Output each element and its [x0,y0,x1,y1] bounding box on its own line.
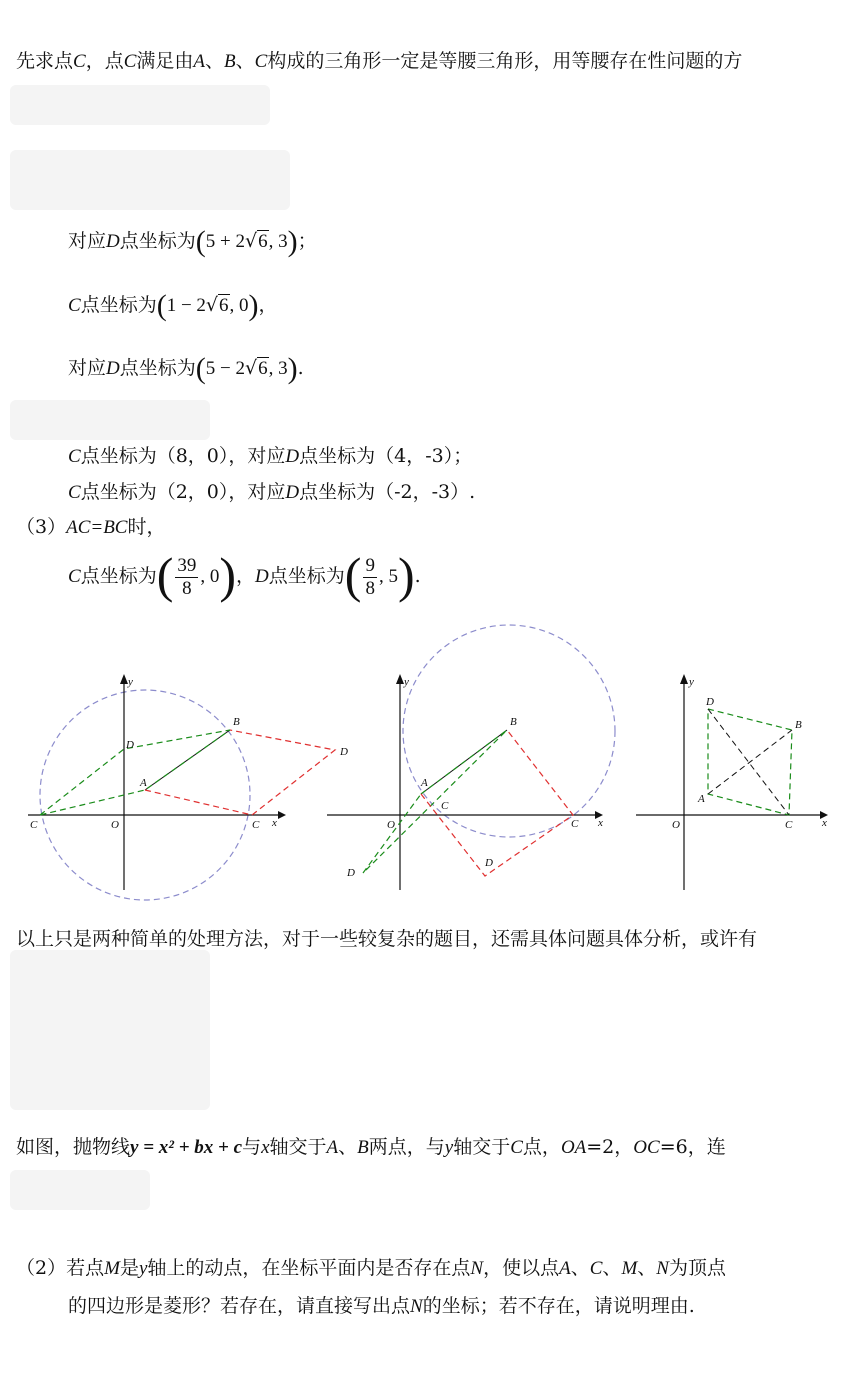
text: . [297,357,304,379]
point-label: C [68,446,81,467]
text: ； [297,230,317,252]
variable: y [444,1137,454,1158]
point-label: N [656,1258,669,1279]
x-axis-label: x [272,817,277,829]
variable: y [138,1258,148,1279]
text: 点， [522,1136,561,1158]
math: 1 − 2 [166,295,206,316]
text: ， [236,565,256,587]
x-axis-label: x [598,817,603,829]
numerator: 9 [365,554,375,576]
y-axis-label: y [404,676,409,688]
radicand: 6 [258,231,268,252]
text: 点坐标为 [119,230,196,252]
scan-smudge [10,150,290,210]
text: 对应 [68,230,107,252]
point-c-mid-label: C [441,800,449,812]
paren: ) [397,547,415,603]
text: C [254,51,268,72]
point-label: M [104,1258,120,1279]
text: 的坐标；若不存在，请说明理由. [422,1295,695,1317]
text: 、 [205,50,225,72]
text: （2） [16,1257,67,1279]
c-d-fraction-line [68,548,421,604]
math: 5 − 2 [205,358,245,379]
denominator: 8 [365,577,375,599]
diagonal-db [708,709,789,815]
green-quadrilateral [363,730,507,873]
text: 轴上的动点，在坐标平面内是否存在点 [147,1257,471,1279]
text: 点坐标为（8，0），对应 [80,445,286,467]
point-b-label: B [795,719,802,731]
c-coordinate-line-3 [68,443,472,470]
point-label: C [68,295,81,316]
y-axis-arrow [680,674,688,684]
text: 若点 [66,1257,105,1279]
text: 点坐标为（-2，-3）. [299,481,476,503]
text: 轴交于 [269,1136,327,1158]
paren: ) [248,289,259,322]
point-label: N [410,1296,423,1317]
text: 、 [338,1136,358,1158]
point-label: A [559,1258,571,1279]
math: , 0 [200,566,220,587]
point-c-right-label: C [252,819,260,831]
y-axis-arrow [396,674,404,684]
text: 、 [602,1257,622,1279]
text: 点坐标为 [80,294,157,316]
text: 是 [119,1257,139,1279]
d-coordinate-line-2: 对应D点坐标为(5 − 2√6, 3). [68,352,304,385]
condition: AC=BC [66,517,128,538]
segment-label: OA [560,1137,587,1158]
point-label: D [285,482,300,503]
point-c-right-label: C [571,818,579,830]
paren: ) [219,547,237,603]
point-label: C [68,482,81,503]
math: , 0 [229,295,249,316]
text: C [123,51,137,72]
numerator: 39 [177,554,197,576]
text: C [73,51,86,72]
text: ，点 [85,50,124,72]
text: . [414,565,421,587]
point-d-right-label: D [340,746,348,758]
d-coordinate-line-1: 对应D点坐标为(5 + 2√6, 3)； [68,225,317,258]
text: 满足由 [136,50,194,72]
text: ，使以点 [483,1257,560,1279]
text: =2， [586,1136,634,1158]
point-d-bottom-label: D [485,857,493,869]
point-c-left-label: C [30,819,38,831]
scan-smudge [10,1170,150,1210]
text: 的四边形是菱形？若存在，请直接写出点 [68,1295,411,1317]
origin-label: O [387,819,395,831]
text: （3） [16,516,67,538]
fraction [175,555,198,600]
x-axis-label: x [822,817,827,829]
segment-label: OC [633,1137,660,1158]
point-label: D [106,231,120,252]
y-axis-label: y [689,676,694,688]
text: 、 [570,1257,590,1279]
text: 与 [242,1136,262,1158]
text: 两点，与 [368,1136,445,1158]
point-label: C [589,1258,603,1279]
point-c-label: C [785,819,793,831]
point-label: B [357,1137,369,1158]
text: 构成的三角形一定是等腰三角形，用等腰存在性问题的方 [267,50,743,72]
radicand: 6 [219,295,229,316]
text: 对应 [68,357,107,379]
figure-1 [22,618,367,903]
text: 点坐标为（2，0），对应 [80,481,286,503]
text: 、 [637,1257,657,1279]
y-axis-label: y [128,676,133,688]
figure-2 [325,618,620,903]
origin-label: O [672,819,680,831]
point-label: A [326,1137,339,1158]
text: 轴交于 [453,1136,511,1158]
paren: ( [195,225,206,258]
math: 5 + 2 [205,231,245,252]
point-a-label: A [421,777,428,789]
paren: ( [156,547,174,603]
c-coordinate-line-4 [68,479,475,506]
point-a-label: A [698,793,705,805]
case-3-heading [16,514,166,541]
text: 点坐标为 [268,565,345,587]
point-label: N [470,1258,484,1279]
text: 以上只是两种简单的处理方法，对于一些较复杂的题目，还需具体问题具体分析，或许有 [16,928,758,950]
point-label: D [255,566,269,587]
text: ， [258,294,278,316]
scan-smudge [10,950,210,1110]
math: , 3 [268,358,288,379]
question-2-line-1 [16,1255,726,1282]
problem-statement [16,1134,726,1161]
point-label: D [285,446,300,467]
text: 如图，抛物线 [16,1136,131,1158]
origin-label: O [111,819,119,831]
green-quadrilateral [40,730,230,815]
point-label: M [621,1258,638,1279]
text: B [224,51,236,72]
math: , 5 [378,566,398,587]
radicand: 6 [258,358,268,379]
text: 点坐标为（4，-3）； [299,445,473,467]
fraction [363,555,377,600]
y-axis-arrow [120,674,128,684]
text: 为顶点 [668,1257,726,1279]
paren: ) [287,225,298,258]
point-a-label: A [140,777,147,789]
point-d-left-label: D [126,739,134,751]
point-label: C [68,566,81,587]
point-b-label: B [233,716,240,728]
scan-smudge [10,85,270,125]
intro-line [16,48,742,75]
dashed-circle [403,625,615,837]
c-coordinate-line-2: C点坐标为(1 − 2√6, 0)， [68,289,278,322]
point-b-label: B [510,716,517,728]
point-d-left-label: D [347,867,355,879]
text: 点坐标为 [119,357,196,379]
summary-line [16,926,757,952]
denominator: 8 [182,577,192,599]
text: A [193,51,206,72]
text: 、 [235,50,255,72]
paren: ( [195,352,206,385]
point-label: D [106,358,120,379]
paren: ( [344,547,362,603]
text: 时， [127,516,166,538]
point-label: C [510,1137,523,1158]
paren: ( [156,289,167,322]
red-quadrilateral [145,730,335,815]
dashed-circle [40,690,250,900]
text: 点坐标为 [80,565,157,587]
text: =6，连 [659,1136,726,1158]
paren: ) [287,352,298,385]
equation: y = x² + bx + c [130,1137,243,1158]
diagonal-ac [708,730,792,794]
math: , 3 [268,231,288,252]
question-2-line-2 [68,1293,695,1320]
point-d-label: D [706,696,714,708]
scan-smudge [10,400,210,440]
x-axis-arrow [278,811,286,819]
figure-3 [632,618,837,903]
variable: x [261,1137,270,1158]
text: 先求点 [16,50,74,72]
